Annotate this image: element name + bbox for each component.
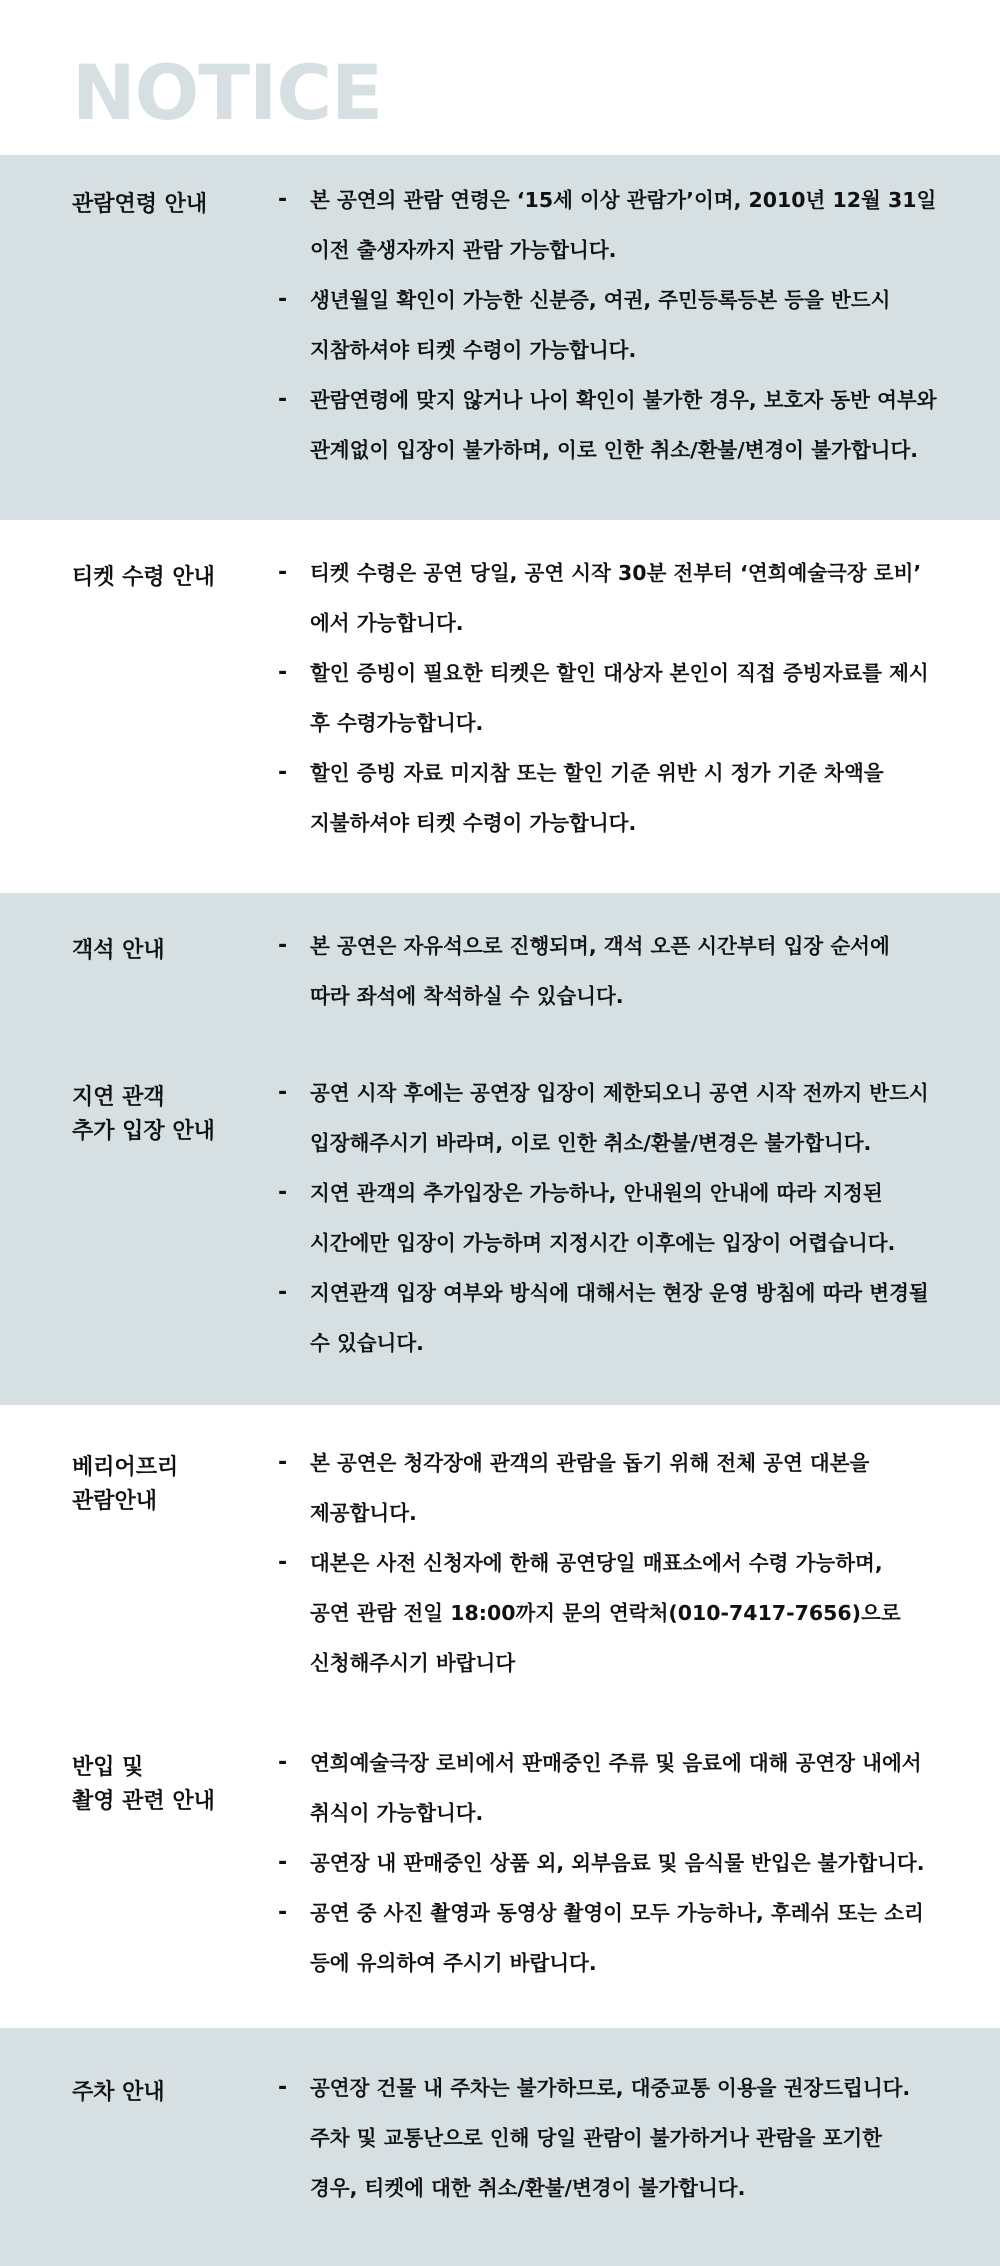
bullet-dash-icon: - xyxy=(278,187,288,212)
notice-item-line: 지연 관객의 추가입장은 가능하나, 안내원의 안내에 따라 지정된 xyxy=(310,1181,883,1205)
notice-item-line: 공연 시작 후에는 공연장 입장이 제한되오니 공연 시작 전까지 반드시 xyxy=(310,1081,929,1105)
notice-item-line: 연희예술극장 로비에서 판매중인 주류 및 음료에 대해 공연장 내에서 xyxy=(310,1751,922,1775)
notice-item-text xyxy=(310,1438,980,1538)
notice-item-text xyxy=(310,175,980,275)
notice-item-text xyxy=(310,2063,980,2213)
bullet-dash-icon: - xyxy=(278,1850,288,1875)
section-label xyxy=(72,1081,272,1149)
notice-item xyxy=(278,648,980,748)
notice-item xyxy=(278,275,980,375)
notice-item-text xyxy=(310,1538,980,1688)
notice-item-line: 지불하셔야 티켓 수령이 가능합니다. xyxy=(310,811,637,835)
notice-item-line: 경우, 티켓에 대한 취소/환불/변경이 불가합니다. xyxy=(310,2176,746,2200)
notice-item-line: 등에 유의하여 주시기 바랍니다. xyxy=(310,1951,597,1975)
bullet-dash-icon: - xyxy=(278,2075,288,2100)
notice-item-line: 후 수령가능합니다. xyxy=(310,711,484,735)
notice-item-text xyxy=(310,1068,980,1168)
notice-item-line: 취식이 가능합니다. xyxy=(310,1801,484,1825)
section-label-line: 촬영 관련 안내 xyxy=(72,1789,215,1814)
notice-item-line: 공연 관람 전일 18:00까지 문의 연락처(010-7417-7656)으로 xyxy=(310,1601,901,1625)
notice-item-line: 공연 중 사진 촬영과 동영상 촬영이 모두 가능하나, 후레쉬 또는 소리 xyxy=(310,1901,924,1925)
notice-item-line: 할인 증빙 자료 미지참 또는 할인 기준 위반 시 정가 기준 차액을 xyxy=(310,761,884,785)
notice-item xyxy=(278,548,980,648)
notice-item xyxy=(278,1068,980,1168)
notice-item-text xyxy=(310,748,980,848)
section-label xyxy=(72,1451,272,1519)
notice-item-text xyxy=(310,1738,980,1838)
bullet-dash-icon: - xyxy=(278,387,288,412)
notice-item-line: 지참하셔야 티켓 수령이 가능합니다. xyxy=(310,338,637,362)
section-label-line: 주차 안내 xyxy=(72,2080,165,2105)
notice-item-line: 이전 출생자까지 관람 가능합니다. xyxy=(310,238,617,262)
notice-item-text xyxy=(310,1268,980,1368)
notice-item-text xyxy=(310,1888,980,1988)
notice-item-line: 공연장 건물 내 주차는 불가하므로, 대중교통 이용을 권장드립니다. xyxy=(310,2076,911,2100)
notice-item-line: 공연장 내 판매중인 상품 외, 외부음료 및 음식물 반입은 불가합니다. xyxy=(310,1851,925,1875)
section-label xyxy=(72,561,272,595)
notice-item-line: 따라 좌석에 착석하실 수 있습니다. xyxy=(310,984,624,1008)
notice-item-line: 본 공연은 자유석으로 진행되며, 객석 오픈 시간부터 입장 순서에 xyxy=(310,934,890,958)
bullet-dash-icon: - xyxy=(278,933,288,958)
notice-item xyxy=(278,1838,980,1888)
section-label xyxy=(72,2076,272,2110)
notice-item-text xyxy=(310,648,980,748)
section-label xyxy=(72,188,272,222)
notice-item xyxy=(278,921,980,1021)
notice-item-line: 입장해주시기 바라며, 이로 인한 취소/환불/변경은 불가합니다. xyxy=(310,1131,872,1155)
notice-item-line: 관람연령에 맞지 않거나 나이 확인이 불가한 경우, 보호자 동반 여부와 xyxy=(310,388,937,412)
notice-item-line: 대본은 사전 신청자에 한해 공연당일 매표소에서 수령 가능하며, xyxy=(310,1551,883,1575)
bullet-dash-icon: - xyxy=(278,1180,288,1205)
notice-item xyxy=(278,748,980,848)
notice-item-line: 할인 증빙이 필요한 티켓은 할인 대상자 본인이 직접 증빙자료를 제시 xyxy=(310,661,929,685)
notice-item xyxy=(278,1738,980,1838)
notice-item-line: 본 공연은 청각장애 관객의 관람을 돕기 위해 전체 공연 대본을 xyxy=(310,1451,870,1475)
bullet-dash-icon: - xyxy=(278,760,288,785)
notice-item-text xyxy=(310,375,980,475)
notice-item-line: 신청해주시기 바랍니다 xyxy=(310,1651,516,1675)
bullet-dash-icon: - xyxy=(278,1750,288,1775)
page-title: NOTICE xyxy=(72,48,383,137)
bullet-dash-icon: - xyxy=(278,1550,288,1575)
notice-item-line: 주차 및 교통난으로 인해 당일 관람이 불가하거나 관람을 포기한 xyxy=(310,2126,882,2150)
notice-item-line: 관계없이 입장이 불가하며, 이로 인한 취소/환불/변경이 불가합니다. xyxy=(310,438,919,462)
notice-item-text xyxy=(310,921,980,1021)
bullet-dash-icon: - xyxy=(278,1080,288,1105)
section-label-line: 추가 입장 안내 xyxy=(72,1119,215,1144)
bullet-dash-icon: - xyxy=(278,287,288,312)
bullet-dash-icon: - xyxy=(278,1280,288,1305)
section-label-line: 베리어프리 xyxy=(72,1455,179,1480)
notice-item-line: 시간에만 입장이 가능하며 지정시간 이후에는 입장이 어렵습니다. xyxy=(310,1231,896,1255)
section-label-line: 지연 관객 xyxy=(72,1085,165,1110)
notice-item xyxy=(278,375,980,475)
section-label xyxy=(72,1751,272,1819)
notice-item-line: 지연관객 입장 여부와 방식에 대해서는 현장 운영 방침에 따라 변경될 xyxy=(310,1281,929,1305)
notice-item xyxy=(278,1268,980,1368)
section-label-line: 티켓 수령 안내 xyxy=(72,565,215,590)
notice-item xyxy=(278,1538,980,1688)
section-label xyxy=(72,934,272,968)
notice-item-line: 티켓 수령은 공연 당일, 공연 시작 30분 전부터 ‘연희예술극장 로비’ xyxy=(310,561,922,585)
section-label-line: 객석 안내 xyxy=(72,938,165,963)
notice-item-line: 수 있습니다. xyxy=(310,1331,424,1355)
bullet-dash-icon: - xyxy=(278,1450,288,1475)
notice-item-line: 에서 가능합니다. xyxy=(310,611,464,635)
notice-item xyxy=(278,2063,980,2213)
bullet-dash-icon: - xyxy=(278,560,288,585)
notice-item-text xyxy=(310,1168,980,1268)
notice-item-text xyxy=(310,1838,980,1888)
notice-item-text xyxy=(310,548,980,648)
notice-item xyxy=(278,1888,980,1988)
bullet-dash-icon: - xyxy=(278,1900,288,1925)
bullet-dash-icon: - xyxy=(278,660,288,685)
notice-item xyxy=(278,1438,980,1538)
section-label-line: 관람안내 xyxy=(72,1489,158,1514)
notice-item xyxy=(278,175,980,275)
section-label-line: 관람연령 안내 xyxy=(72,192,208,217)
notice-item xyxy=(278,1168,980,1268)
notice-item-line: 생년월일 확인이 가능한 신분증, 여권, 주민등록등본 등을 반드시 xyxy=(310,288,891,312)
notice-item-line: 본 공연의 관람 연령은 ‘15세 이상 관람가’이며, 2010년 12월 31일 xyxy=(310,188,937,212)
notice-item-text xyxy=(310,275,980,375)
notice-item-line: 제공합니다. xyxy=(310,1501,417,1525)
section-label-line: 반입 및 xyxy=(72,1755,144,1780)
